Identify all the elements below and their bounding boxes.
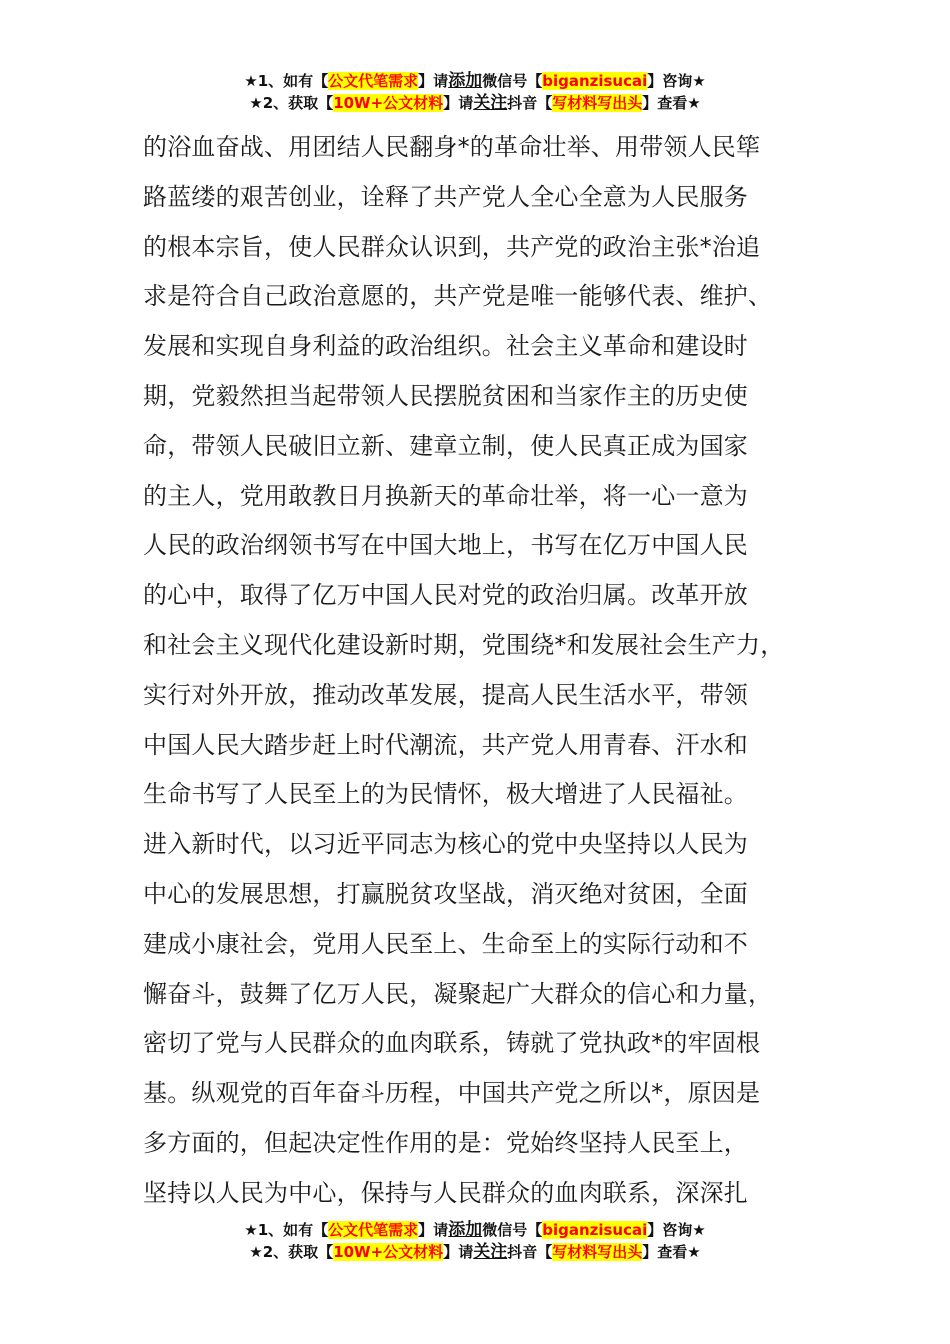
header-highlight-ghostwriting: 公文代笔需求 bbox=[328, 72, 419, 90]
header-line-1-suffix: 】咨询★ bbox=[647, 72, 706, 90]
footer-line-2-prefix: ★2、获取【 bbox=[249, 1243, 334, 1261]
footer-line-2-suffix: 】查看★ bbox=[642, 1243, 701, 1261]
body-line: 坚持以人民为中心，保持与人民群众的血肉联系，深深扎 bbox=[143, 1178, 748, 1207]
body-line: 多方面的，但起决定性作用的是：党始终坚持人民至上， bbox=[143, 1128, 748, 1157]
header-emphasis-follow: 关注 bbox=[473, 93, 508, 113]
header-line-2-mid: 】请 bbox=[443, 94, 474, 112]
body-line: 路蓝缕的艰苦创业，诠释了共产党人全心全意为人民服务 bbox=[143, 182, 748, 211]
body-line: 懈奋斗，鼓舞了亿万人民，凝聚起广大群众的信心和力量， bbox=[143, 979, 773, 1008]
body-line: 人民的政治纲领书写在中国大地上，书写在亿万中国人民 bbox=[143, 531, 748, 560]
header-line-2-suffix: 】查看★ bbox=[642, 94, 701, 112]
header-line-2 bbox=[0, 92, 950, 114]
header-line-1-prefix: ★1、如有【 bbox=[244, 72, 329, 90]
body-line: 和社会主义现代化建设新时期，党围绕*和发展社会生产力， bbox=[143, 630, 785, 659]
footer-line-1 bbox=[0, 1219, 950, 1241]
header-line-1-mid: 】请 bbox=[418, 72, 449, 90]
header-emphasis-add: 添加 bbox=[448, 71, 483, 91]
footer-line-1-mid2: 微信号【 bbox=[482, 1221, 543, 1239]
footer-line-2-mid: 】请 bbox=[443, 1243, 474, 1261]
footer-highlight-ghostwriting: 公文代笔需求 bbox=[328, 1221, 419, 1239]
footer-line-1-suffix: 】咨询★ bbox=[647, 1221, 706, 1239]
body-line: 求是符合自己政治意愿的，共产党是唯一能够代表、维护、 bbox=[143, 282, 773, 311]
body-line: 发展和实现自身利益的政治组织。社会主义革命和建设时 bbox=[143, 332, 748, 361]
footer-line-1-mid: 】请 bbox=[418, 1221, 449, 1239]
body-line: 密切了党与人民群众的血肉联系，铸就了党执政*的牢固根 bbox=[143, 1029, 761, 1058]
header-highlight-materials: 10W+公文材料 bbox=[333, 94, 444, 112]
body-line: 生命书写了人民至上的为民情怀，极大增进了人民福祉。 bbox=[143, 780, 748, 809]
body-line: 的根本宗旨，使人民群众认识到，共产党的政治主张*治追 bbox=[143, 232, 761, 261]
body-line: 中国人民大踏步赶上时代潮流，共产党人用青春、汗水和 bbox=[143, 730, 748, 759]
footer-banner bbox=[0, 1219, 950, 1263]
body-line: 的浴血奋战、用团结人民翻身*的革命壮举、用带领人民筚 bbox=[143, 133, 761, 161]
footer-highlight-douyin-account: 写材料写出头 bbox=[552, 1243, 643, 1261]
footer-highlight-materials: 10W+公文材料 bbox=[333, 1243, 444, 1261]
body-line: 进入新时代，以习近平同志为核心的党中央坚持以人民为 bbox=[143, 830, 748, 859]
header-line-2-prefix: ★2、获取【 bbox=[249, 94, 334, 112]
body-line: 实行对外开放，推动改革发展，提高人民生活水平，带领 bbox=[143, 680, 748, 709]
body-line: 建成小康社会，党用人民至上、生命至上的实际行动和不 bbox=[143, 929, 748, 958]
body-line: 的主人，党用敢教日月换新天的革命壮举，将一心一意为 bbox=[143, 481, 748, 510]
body-line: 的心中，取得了亿万中国人民对党的政治归属。改革开放 bbox=[143, 581, 748, 610]
header-banner bbox=[0, 70, 950, 114]
footer-highlight-wechat-id: biganzisucai bbox=[542, 1221, 648, 1239]
body-line: 期，党毅然担当起带领人民摆脱贫困和当家作主的历史使 bbox=[143, 381, 748, 410]
body-line: 命，带领人民破旧立新、建章立制，使人民真正成为国家 bbox=[143, 431, 748, 460]
footer-emphasis-follow: 关注 bbox=[473, 1242, 508, 1262]
footer-line-2 bbox=[0, 1241, 950, 1263]
header-line-2-mid2: 抖音【 bbox=[507, 94, 553, 112]
header-line-1-mid2: 微信号【 bbox=[482, 72, 543, 90]
body-line: 基。纵观党的百年奋斗历程，中国共产党之所以*，原因是 bbox=[143, 1079, 761, 1108]
document-body bbox=[143, 123, 833, 1219]
header-highlight-wechat-id: biganzisucai bbox=[542, 72, 648, 90]
header-line-1 bbox=[0, 70, 950, 92]
footer-emphasis-add: 添加 bbox=[448, 1220, 483, 1240]
header-highlight-douyin-account: 写材料写出头 bbox=[552, 94, 643, 112]
body-line: 中心的发展思想，打赢脱贫攻坚战，消灭绝对贫困，全面 bbox=[143, 879, 748, 908]
footer-line-2-mid2: 抖音【 bbox=[507, 1243, 553, 1261]
footer-line-1-prefix: ★1、如有【 bbox=[244, 1221, 329, 1239]
